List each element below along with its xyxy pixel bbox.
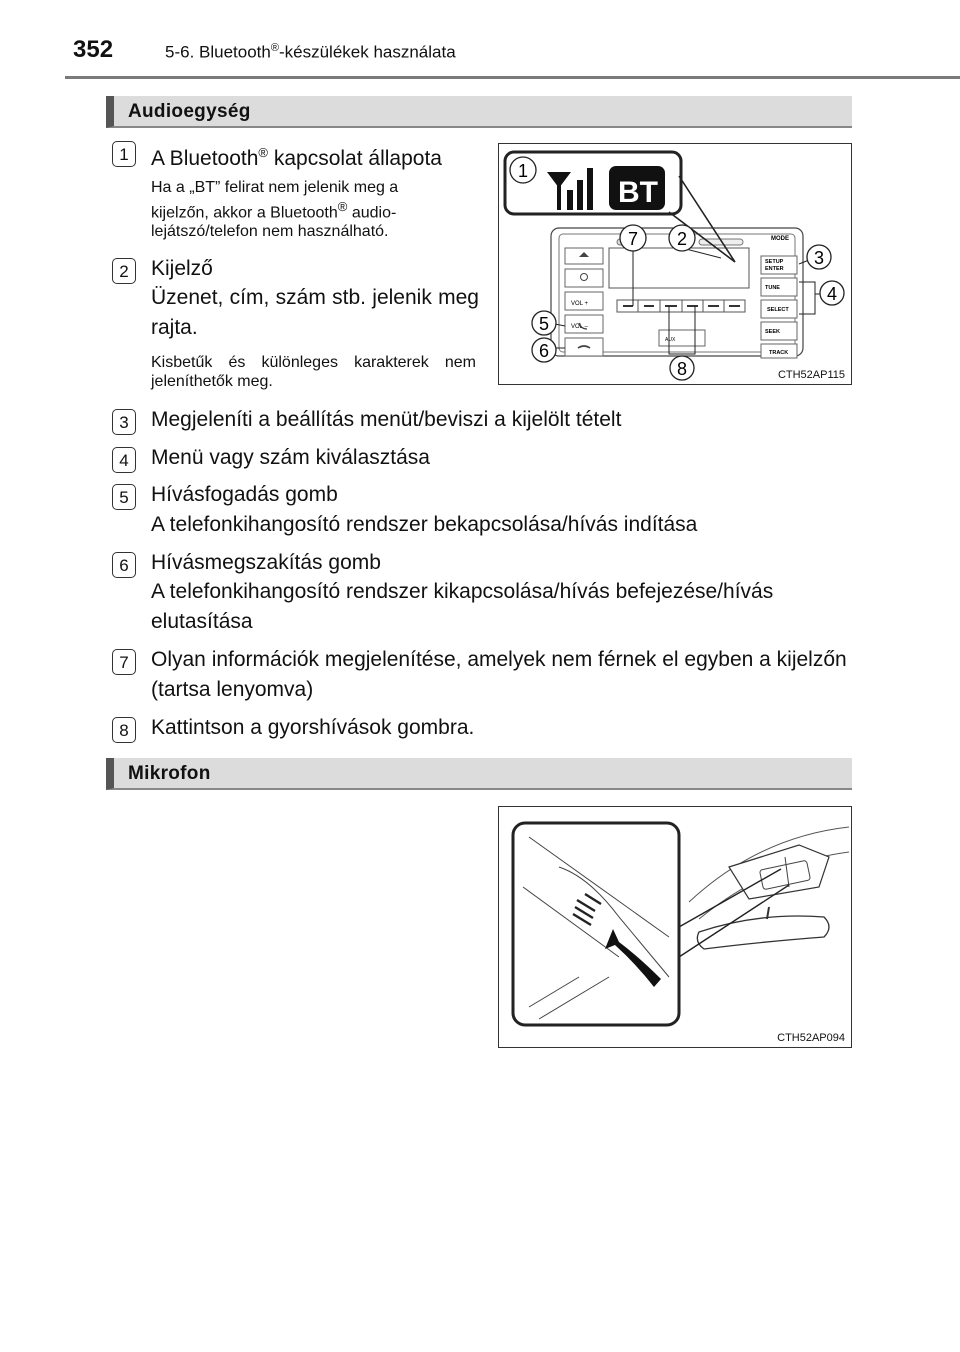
item-number: 8 [112, 717, 136, 743]
callout-7: 7 [627, 229, 639, 249]
item-body: A telefonkihangosító rendszer bekapcsolása/hívás indítása [151, 513, 698, 536]
vol-minus-label: VOL – [571, 324, 588, 330]
item-note: Kisbetűk és különleges karakterek nem jeleníthetők meg. [151, 354, 476, 390]
item-number: 7 [112, 649, 136, 675]
callout-8: 8 [676, 359, 688, 379]
item-title: A Bluetooth® kapcsolat állapota [151, 145, 442, 170]
bt-label: BT [618, 176, 658, 209]
item-title: Menü vagy szám kiválasztása [151, 446, 430, 469]
callout-6: 6 [538, 341, 550, 361]
section-mic: Mikrofon [106, 758, 852, 790]
header-rule [65, 76, 960, 79]
microphone-illustration [499, 807, 851, 1047]
item-body: A telefonkihangosító rendszer kikapcsolása/hívás befejezése/hívás elutasítása [151, 580, 774, 633]
item-number: 1 [112, 141, 136, 167]
item-title: Olyan információk megjelenítése, amelyek nem férnek el egyben a kijelzőn (tartsa lenyomva) [151, 648, 847, 701]
item-title: Kattintson a gyorshívások gombra. [151, 716, 475, 739]
item-number: 5 [112, 484, 136, 510]
item-body: Üzenet, cím, szám stb. jelenik meg rajta. [151, 286, 479, 339]
item-number: 2 [112, 258, 136, 284]
audio-unit-illustration [499, 144, 851, 384]
callout-1: 1 [517, 161, 529, 181]
microphone-figure [498, 806, 852, 1048]
callout-5: 5 [538, 314, 550, 334]
vol-plus-label: VOL + [571, 301, 588, 307]
page-number: 352 [73, 36, 114, 63]
item-title: Megjeleníti a beállítás menüt/beviszi a kijelölt tételt [151, 408, 622, 431]
track-label: TRACK [769, 350, 789, 356]
item-title: Hívásfogadás gomb [151, 483, 338, 506]
item-title: Kijelző [151, 257, 213, 280]
select-label: SELECT [767, 307, 789, 313]
item-number: 6 [112, 552, 136, 578]
enter-label: ENTER [765, 266, 784, 272]
setup-label: SETUP [765, 259, 784, 265]
item-note: Ha a „BT” felirat nem jelenik meg a kijelzőn, akkor a Bluetooth® audio- lejátszó/telefon nem használható. [151, 179, 399, 241]
item-number: 4 [112, 447, 136, 473]
chapter-title: 5-6. Bluetooth®-készülékek használata [165, 42, 456, 62]
section-audio: Audioegység [106, 96, 852, 128]
callout-3: 3 [813, 248, 825, 268]
tune-label: TUNE [765, 285, 780, 291]
figure-code: CTH52AP115 [777, 369, 845, 381]
callout-4: 4 [826, 284, 838, 304]
aux-label: AUX [665, 337, 676, 343]
mode-label: MODE [771, 236, 789, 242]
figure-code: CTH52AP094 [777, 1032, 845, 1044]
seek-label: SEEK [765, 329, 780, 335]
item-number: 3 [112, 409, 136, 435]
audio-unit-figure [498, 143, 852, 385]
item-title: Hívásmegszakítás gomb [151, 551, 381, 574]
callout-2: 2 [676, 229, 688, 249]
